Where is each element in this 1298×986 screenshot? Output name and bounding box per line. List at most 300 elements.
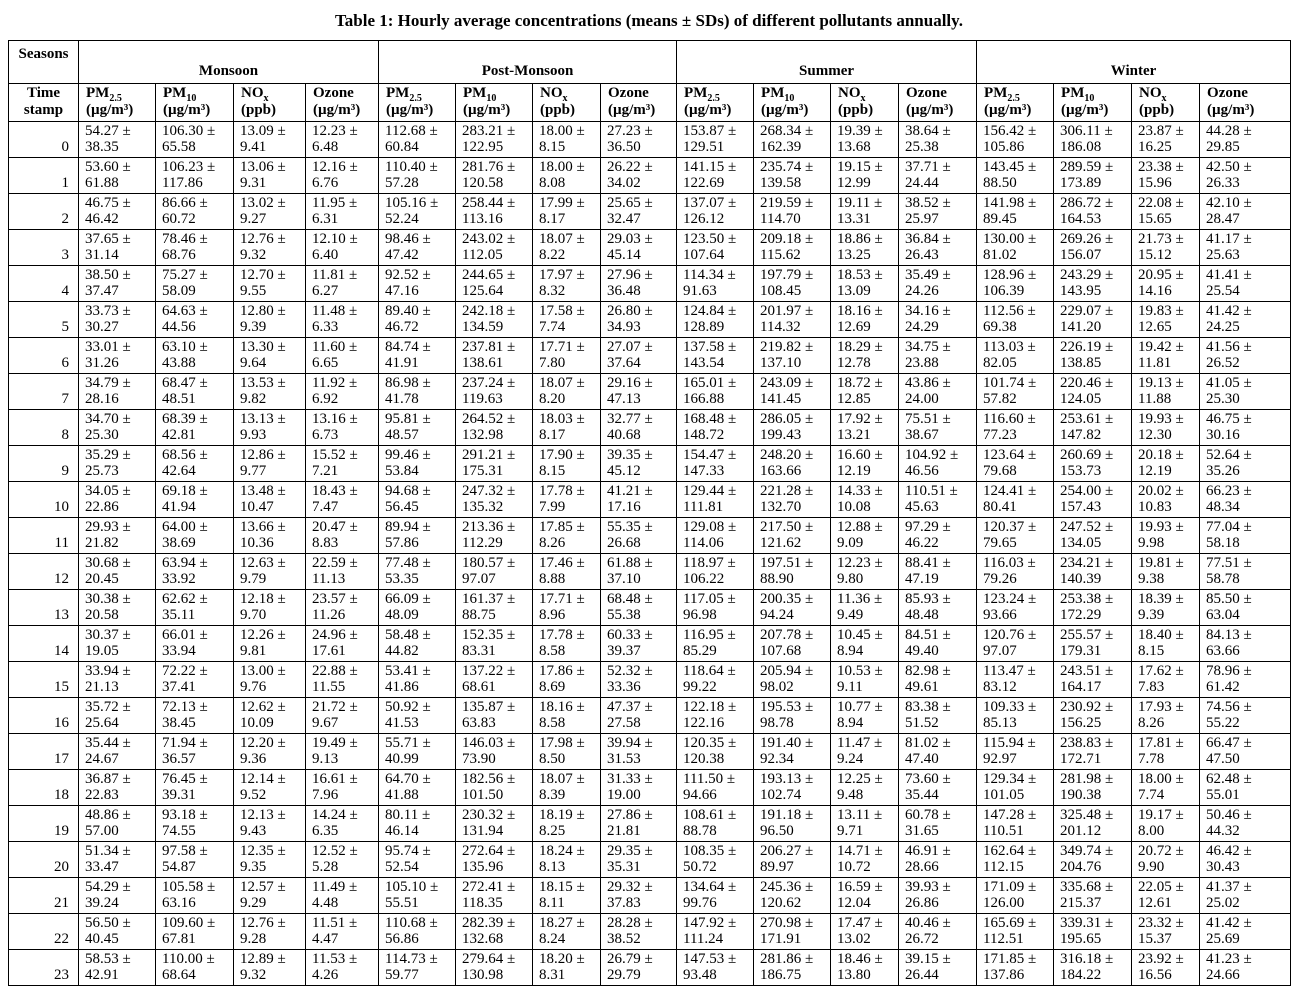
value-cell [1132, 122, 1200, 158]
mean-value: 12.14 ± [240, 771, 286, 787]
sd-value: 39.24 [85, 895, 119, 911]
value-cell [899, 806, 977, 842]
mean-value: 78.96 ± [1206, 663, 1252, 679]
sd-value: 48.57 [385, 427, 419, 443]
mean-value: 33.73 ± [85, 303, 131, 319]
value-cell [831, 158, 899, 194]
value-cell [306, 590, 379, 626]
mean-value: 86.98 ± [385, 375, 431, 391]
sd-value: 115.62 [760, 247, 801, 263]
sd-value: 21.81 [607, 823, 641, 839]
value-cell [1054, 626, 1132, 662]
value-cell [533, 374, 601, 410]
data-row-hour-10 [9, 482, 1291, 518]
sd-value: 10.08 [837, 499, 871, 515]
sd-value: 40.99 [385, 751, 419, 767]
value-cell [831, 842, 899, 878]
value-cell [533, 590, 601, 626]
mean-value: 234.21 ± [1060, 555, 1114, 571]
value-cell [1200, 842, 1291, 878]
mean-value: 19.93 ± [1138, 411, 1184, 427]
value-cell [899, 554, 977, 590]
sd-value: 41.88 [385, 787, 419, 803]
mean-value: 18.39 ± [1138, 591, 1184, 607]
value-cell [677, 698, 754, 734]
mean-value: 41.42 ± [1206, 303, 1252, 319]
value-cell [1200, 302, 1291, 338]
sd-value: 67.81 [162, 931, 196, 947]
sd-value: 26.44 [905, 967, 939, 983]
sd-value: 4.48 [312, 895, 339, 911]
value-cell [79, 878, 156, 914]
mean-value: 12.86 ± [240, 447, 286, 463]
value-cell [79, 734, 156, 770]
mean-value: 44.28 ± [1206, 123, 1252, 139]
mean-value: 12.20 ± [240, 735, 286, 751]
sd-value: 8.94 [837, 715, 864, 731]
value-cell [306, 626, 379, 662]
value-cell [977, 374, 1054, 410]
data-row-hour-13 [9, 590, 1291, 626]
sd-value: 124.05 [1060, 391, 1102, 407]
data-row-hour-6 [9, 338, 1291, 374]
mean-value: 18.40 ± [1138, 627, 1184, 643]
time-stamp-cell: 19 [9, 806, 79, 842]
sd-value: 111.24 [683, 931, 724, 947]
sd-value: 98.78 [760, 715, 794, 731]
mean-value: 18.16 ± [837, 303, 883, 319]
sd-value: 7.47 [312, 499, 339, 515]
sd-value: 47.13 [607, 391, 641, 407]
sd-value: 8.96 [539, 607, 566, 623]
value-cell [1200, 266, 1291, 302]
mean-value: 12.26 ± [240, 627, 286, 643]
time-stamp-cell: 5 [9, 302, 79, 338]
time-stamp-cell: 18 [9, 770, 79, 806]
value-cell [1054, 338, 1132, 374]
sd-value: 9.31 [240, 175, 267, 191]
value-cell [1132, 662, 1200, 698]
value-cell [1054, 554, 1132, 590]
value-cell [533, 410, 601, 446]
value-cell [1132, 626, 1200, 662]
value-cell [456, 554, 533, 590]
value-cell [379, 698, 456, 734]
sd-value: 68.64 [162, 967, 196, 983]
sd-value: 166.88 [683, 391, 725, 407]
value-cell [977, 878, 1054, 914]
mean-value: 12.89 ± [240, 951, 286, 967]
mean-value: 248.20 ± [760, 447, 814, 463]
sd-value: 10.72 [837, 859, 871, 875]
sd-value: 11.81 [1138, 355, 1172, 371]
sd-value: 9.90 [1138, 859, 1165, 875]
value-cell [601, 554, 677, 590]
time-stamp-cell: 22 [9, 914, 79, 950]
mean-value: 35.29 ± [85, 447, 131, 463]
value-cell [1054, 590, 1132, 626]
sd-value: 80.41 [983, 499, 1017, 515]
value-cell [234, 806, 306, 842]
mean-value: 123.64 ± [983, 447, 1037, 463]
mean-value: 137.07 ± [683, 195, 737, 211]
mean-value: 18.72 ± [837, 375, 883, 391]
mean-value: 17.78 ± [539, 627, 585, 643]
mean-value: 230.32 ± [462, 807, 516, 823]
mean-value: 75.51 ± [905, 411, 951, 427]
mean-value: 13.53 ± [240, 375, 286, 391]
time-stamp-header [9, 84, 79, 122]
sd-value: 107.68 [760, 643, 802, 659]
sd-value: 59.77 [385, 967, 419, 983]
mean-value: 146.03 ± [462, 735, 516, 751]
mean-value: 66.23 ± [1206, 483, 1252, 499]
mean-value: 66.09 ± [385, 591, 431, 607]
mean-value: 110.40 ± [385, 159, 438, 175]
sd-value: 120.58 [462, 175, 504, 191]
mean-value: 219.59 ± [760, 195, 814, 211]
value-cell [456, 446, 533, 482]
value-cell [601, 266, 677, 302]
mean-value: 13.13 ± [240, 411, 286, 427]
mean-value: 32.77 ± [607, 411, 653, 427]
sd-value: 13.31 [837, 211, 871, 227]
value-cell [379, 230, 456, 266]
mean-value: 17.86 ± [539, 663, 585, 679]
sd-value: 45.14 [607, 247, 641, 263]
value-cell [977, 518, 1054, 554]
sd-value: 195.65 [1060, 931, 1102, 947]
value-cell [601, 338, 677, 374]
sd-value: 42.81 [162, 427, 196, 443]
mean-value: 244.65 ± [462, 267, 516, 283]
value-cell [533, 554, 601, 590]
mean-value: 12.76 ± [240, 915, 286, 931]
mean-value: 17.81 ± [1138, 735, 1184, 751]
value-cell [977, 266, 1054, 302]
mean-value: 66.01 ± [162, 627, 208, 643]
sd-value: 26.86 [905, 895, 939, 911]
value-cell [1054, 662, 1132, 698]
value-cell [79, 662, 156, 698]
mean-value: 19.81 ± [1138, 555, 1184, 571]
mean-value: 19.39 ± [837, 123, 883, 139]
value-cell [601, 230, 677, 266]
sd-value: 9.28 [240, 931, 267, 947]
sd-value: 63.83 [462, 715, 496, 731]
value-cell [1200, 446, 1291, 482]
value-cell [977, 554, 1054, 590]
value-cell [677, 770, 754, 806]
mean-value: 269.26 ± [1060, 231, 1114, 247]
sd-value: 94.66 [683, 787, 717, 803]
sd-value: 8.17 [539, 427, 566, 443]
mean-value: 19.11 ± [837, 195, 883, 211]
mean-value: 129.34 ± [983, 771, 1037, 787]
value-cell [79, 806, 156, 842]
mean-value: 23.57 ± [312, 591, 358, 607]
value-cell [677, 158, 754, 194]
value-cell [79, 842, 156, 878]
mean-value: 42.50 ± [1206, 159, 1252, 175]
value-cell [234, 338, 306, 374]
sd-value: 98.02 [760, 679, 794, 695]
mean-value: 237.24 ± [462, 375, 516, 391]
sd-value: 45.63 [905, 499, 939, 515]
value-cell [601, 482, 677, 518]
sd-value: 88.90 [760, 571, 794, 587]
sd-value: 46.42 [85, 211, 119, 227]
mean-value: 81.02 ± [905, 735, 951, 751]
sd-value: 74.55 [162, 823, 196, 839]
sd-value: 60.72 [162, 211, 196, 227]
mean-value: 17.97 ± [539, 267, 585, 283]
sd-value: 33.92 [162, 571, 196, 587]
sd-value: 99.22 [683, 679, 717, 695]
mean-value: 38.50 ± [85, 267, 131, 283]
value-cell [977, 626, 1054, 662]
mean-value: 253.38 ± [1060, 591, 1114, 607]
sd-value: 190.38 [1060, 787, 1102, 803]
value-cell [234, 302, 306, 338]
mean-value: 268.34 ± [760, 123, 814, 139]
value-cell [234, 446, 306, 482]
sd-value: 8.39 [539, 787, 566, 803]
value-cell [533, 122, 601, 158]
mean-value: 182.56 ± [462, 771, 516, 787]
sd-value: 6.65 [312, 355, 339, 371]
mean-value: 84.13 ± [1206, 627, 1252, 643]
value-cell [533, 194, 601, 230]
value-cell [977, 338, 1054, 374]
mean-value: 43.86 ± [905, 375, 951, 391]
mean-value: 18.00 ± [539, 123, 585, 139]
sd-value: 44.56 [162, 319, 196, 335]
sd-value: 24.29 [905, 319, 939, 335]
mean-value: 41.42 ± [1206, 915, 1252, 931]
time-stamp-cell: 1 [9, 158, 79, 194]
sd-value: 171.91 [760, 931, 802, 947]
mean-value: 272.41 ± [462, 879, 516, 895]
value-cell [379, 950, 456, 986]
value-cell [831, 914, 899, 950]
sd-value: 9.52 [240, 787, 267, 803]
sd-value: 204.76 [1060, 859, 1102, 875]
sd-value: 8.25 [539, 823, 566, 839]
mean-value: 99.46 ± [385, 447, 431, 463]
sd-value: 8.00 [1138, 823, 1165, 839]
value-cell [754, 590, 831, 626]
sd-value: 15.96 [1138, 175, 1172, 191]
sd-value: 7.74 [539, 319, 566, 335]
value-cell [306, 914, 379, 950]
mean-value: 17.85 ± [539, 519, 585, 535]
mean-value: 12.10 ± [312, 231, 358, 247]
data-row-hour-16 [9, 698, 1291, 734]
mean-value: 97.29 ± [905, 519, 951, 535]
mean-value: 123.50 ± [683, 231, 737, 247]
value-cell [677, 842, 754, 878]
value-cell [831, 482, 899, 518]
sd-value: 7.80 [539, 355, 566, 371]
sd-value: 9.67 [312, 715, 339, 731]
mean-value: 110.68 ± [385, 915, 438, 931]
value-cell [234, 554, 306, 590]
season-header-post-monsoon: Post-Monsoon [379, 41, 677, 84]
value-cell [533, 734, 601, 770]
value-cell [79, 950, 156, 986]
mean-value: 245.36 ± [760, 879, 814, 895]
time-stamp-cell: 14 [9, 626, 79, 662]
mean-value: 23.38 ± [1138, 159, 1184, 175]
sd-value: 186.08 [1060, 139, 1102, 155]
sd-value: 26.72 [905, 931, 939, 947]
value-cell [899, 266, 977, 302]
value-cell [1132, 194, 1200, 230]
value-cell [754, 230, 831, 266]
value-cell [1054, 230, 1132, 266]
column-header-summer-nox: $NO_x$ (ppb) [831, 84, 899, 122]
mean-value: 72.22 ± [162, 663, 208, 679]
mean-value: 11.36 ± [837, 591, 883, 607]
value-cell [79, 482, 156, 518]
sd-value: 8.58 [539, 643, 566, 659]
value-cell [456, 734, 533, 770]
mean-value: 46.75 ± [85, 195, 131, 211]
sd-value: 47.16 [385, 283, 419, 299]
time-stamp-cell: 15 [9, 662, 79, 698]
value-cell [306, 302, 379, 338]
mean-value: 109.60 ± [162, 915, 216, 931]
value-cell [533, 482, 601, 518]
value-cell [977, 446, 1054, 482]
value-cell [456, 590, 533, 626]
mean-value: 116.60 ± [983, 411, 1036, 427]
value-cell [831, 590, 899, 626]
column-header-post-monsoon-nox: $NO_x$ (ppb) [533, 84, 601, 122]
value-cell [533, 446, 601, 482]
value-cell [456, 194, 533, 230]
value-cell [156, 482, 234, 518]
value-cell [306, 338, 379, 374]
mean-value: 22.05 ± [1138, 879, 1184, 895]
value-cell [754, 842, 831, 878]
mean-value: 22.59 ± [312, 555, 358, 571]
mean-value: 206.27 ± [760, 843, 814, 859]
sd-value: 21.82 [85, 535, 119, 551]
value-cell [234, 230, 306, 266]
value-cell [306, 122, 379, 158]
sd-value: 19.00 [607, 787, 641, 803]
sd-value: 9.76 [240, 679, 267, 695]
mean-value: 156.42 ± [983, 123, 1037, 139]
mean-value: 191.40 ± [760, 735, 814, 751]
value-cell [234, 914, 306, 950]
sd-value: 68.61 [462, 679, 496, 695]
mean-value: 349.74 ± [1060, 843, 1114, 859]
sd-value: 4.47 [312, 931, 339, 947]
mean-value: 147.53 ± [683, 951, 737, 967]
value-cell [1132, 338, 1200, 374]
value-cell [754, 482, 831, 518]
mean-value: 41.21 ± [607, 483, 653, 499]
value-cell [899, 446, 977, 482]
sd-value: 33.36 [607, 679, 641, 695]
value-cell [306, 230, 379, 266]
time-stamp-cell: 11 [9, 518, 79, 554]
mean-value: 35.49 ± [905, 267, 951, 283]
mean-value: 20.95 ± [1138, 267, 1184, 283]
value-cell [533, 806, 601, 842]
mean-value: 41.23 ± [1206, 951, 1252, 967]
mean-value: 226.19 ± [1060, 339, 1114, 355]
sd-value: 164.17 [1060, 679, 1102, 695]
value-cell [1200, 806, 1291, 842]
value-cell [379, 734, 456, 770]
sd-value: 164.53 [1060, 211, 1102, 227]
time-stamp-cell: 23 [9, 950, 79, 986]
mean-value: 41.37 ± [1206, 879, 1252, 895]
sd-value: 37.64 [607, 355, 641, 371]
data-row-hour-22 [9, 914, 1291, 950]
mean-value: 219.82 ± [760, 339, 814, 355]
sd-value: 137.86 [983, 967, 1025, 983]
mean-value: 68.39 ± [162, 411, 208, 427]
mean-value: 264.52 ± [462, 411, 516, 427]
sd-value: 8.13 [539, 859, 566, 875]
value-cell [1054, 518, 1132, 554]
mean-value: 47.37 ± [607, 699, 653, 715]
mean-value: 200.35 ± [760, 591, 814, 607]
mean-value: 51.34 ± [85, 843, 131, 859]
sd-value: 9.39 [240, 319, 267, 335]
value-cell [306, 410, 379, 446]
mean-value: 48.86 ± [85, 807, 131, 823]
sd-value: 12.19 [837, 463, 871, 479]
value-cell [1200, 158, 1291, 194]
mean-value: 209.18 ± [760, 231, 814, 247]
mean-value: 213.36 ± [462, 519, 516, 535]
value-cell [1054, 698, 1132, 734]
time-stamp-cell: 6 [9, 338, 79, 374]
sd-value: 10.09 [240, 715, 274, 731]
mean-value: 95.81 ± [385, 411, 431, 427]
sd-value: 96.98 [683, 607, 717, 623]
sd-value: 8.31 [539, 967, 566, 983]
sd-value: 88.78 [683, 823, 717, 839]
mean-value: 16.61 ± [312, 771, 358, 787]
mean-value: 54.27 ± [85, 123, 131, 139]
sd-value: 41.78 [385, 391, 419, 407]
sd-value: 9.64 [240, 355, 267, 371]
data-row-hour-9 [9, 446, 1291, 482]
value-cell [899, 518, 977, 554]
value-cell [533, 230, 601, 266]
sd-value: 93.66 [983, 607, 1017, 623]
sd-value: 12.69 [837, 319, 871, 335]
value-cell [79, 698, 156, 734]
mean-value: 143.45 ± [983, 159, 1037, 175]
value-cell [601, 626, 677, 662]
data-row-hour-18 [9, 770, 1291, 806]
mean-value: 11.47 ± [837, 735, 883, 751]
value-cell [977, 122, 1054, 158]
column-header-post-monsoon-pm25: $PM_{2.5}$ (µg/m³) [379, 84, 456, 122]
time-stamp-cell: 20 [9, 842, 79, 878]
sd-value: 55.51 [385, 895, 419, 911]
mean-value: 14.33 ± [837, 483, 883, 499]
column-header-monsoon-pm10: $PM_{10}$ (µg/m³) [156, 84, 234, 122]
